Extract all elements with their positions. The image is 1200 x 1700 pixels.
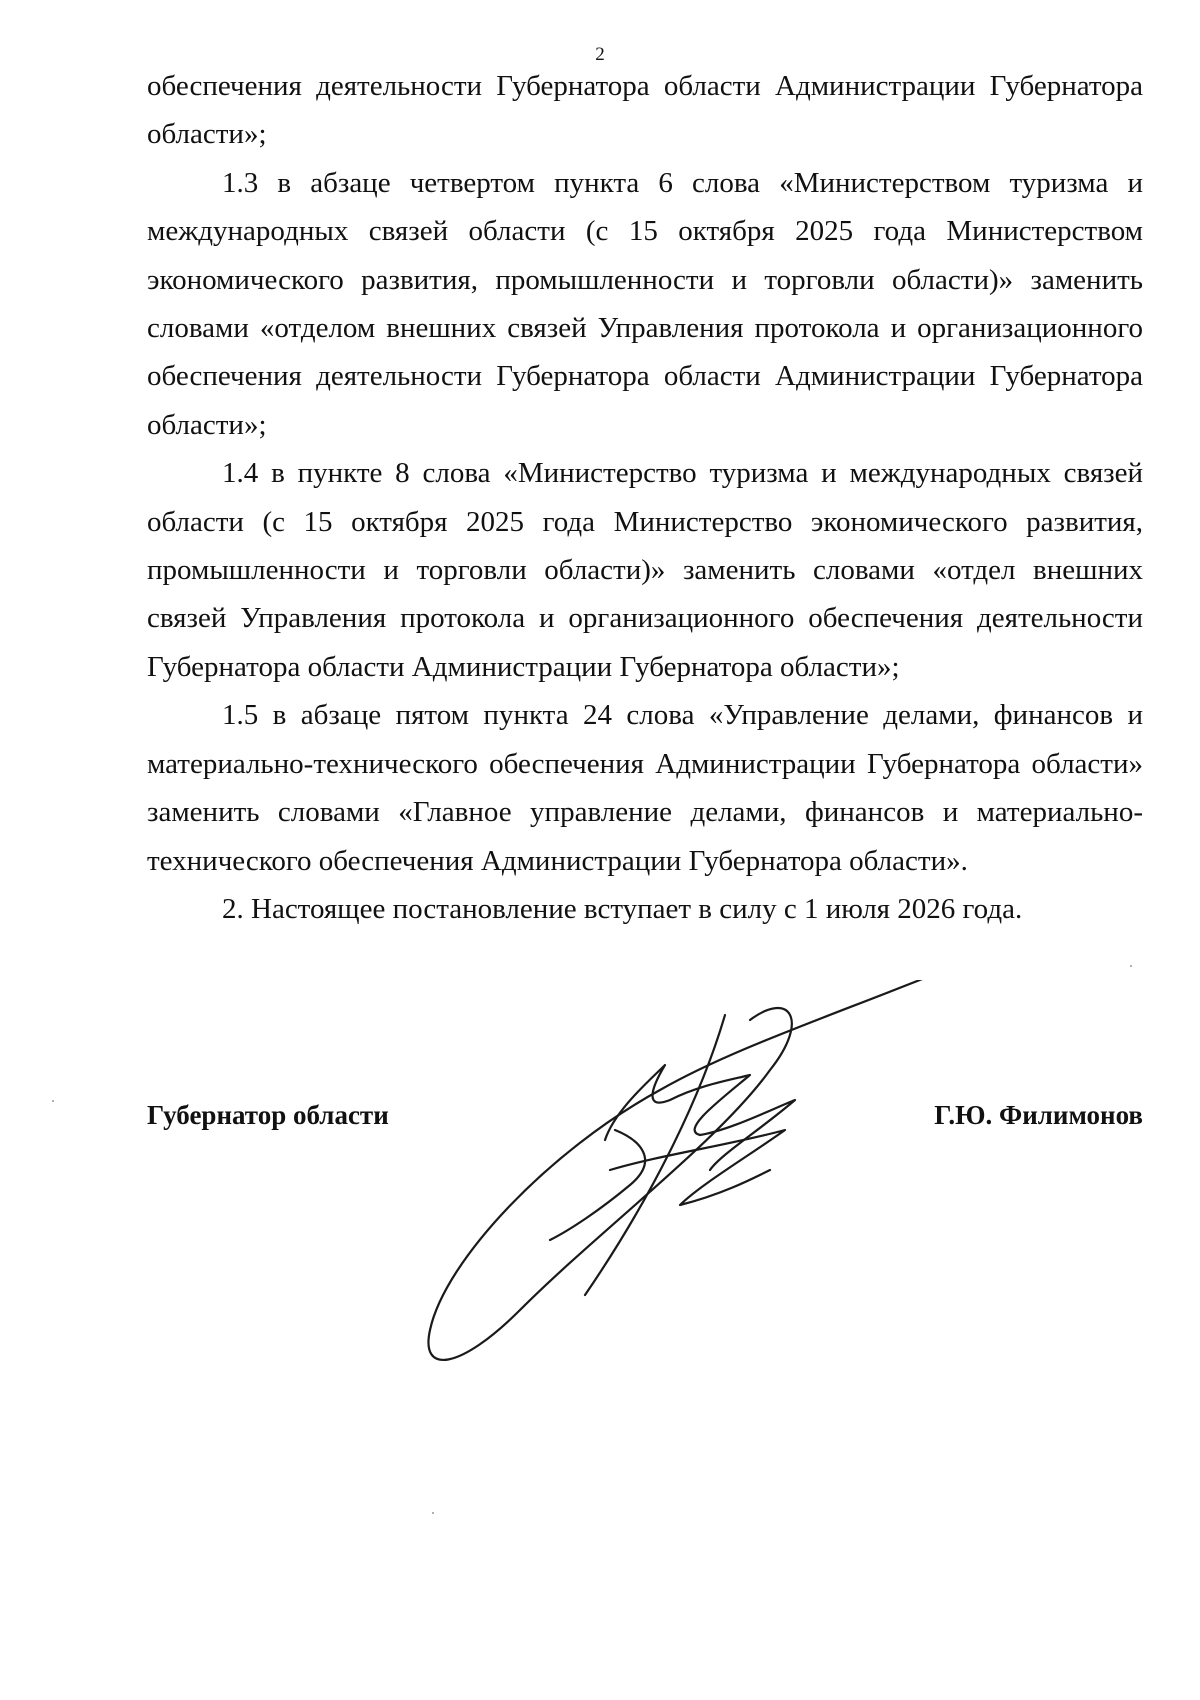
signer-title: Губернатор области [147,1100,389,1130]
scan-speck [432,1512,434,1514]
paragraph-1-4: 1.4 в пункте 8 слова «Министерство туризма и международных связей области (с 15 октября 2025 года Министерство экономического развития, промышленности и торговли области)» заменить словами «отдел внешних связей Управления протокола и организационного обеспечения деятельности Губернатора области Администрации Губернатора области»; [147,457,1143,683]
scan-speck [52,1100,54,1102]
page-number: 2 [595,44,605,65]
signature-zigzag-stroke [605,1065,795,1170]
paragraph-1-3: 1.3 в абзаце четвертом пункта 6 слова «Министерством туризма и международных связей области (с 15 октября 2025 года Министерством экономического развития, промышленности и торговли области)» заменить словами «отделом внешних связей Управления протокола и организационного обеспечения деятельности Губернатора области Администрации Губернатора области»; [147,166,1143,441]
signature-loop-stroke [428,980,945,1360]
document-body [147,62,1143,933]
scan-speck [1130,965,1132,967]
paragraph-continuation: обеспечения деятельности Губернатора области Администрации Губернатора области»; [147,70,1143,151]
handwritten-signature [400,980,980,1380]
paragraph-1-5: 1.5 в абзаце пятом пункта 24 слова «Управление делами, финансов и материально-технического обеспечения Администрации Губернатора области» заменить словами «Главное управление делами, финансов и материально-технического обеспечения Администрации Губернатора области». [147,699,1143,877]
signature-diagonal-stroke [585,1015,725,1295]
paragraph-2: 2. Настоящее постановление вступает в силу с 1 июля 2026 года. [222,892,1023,925]
signer-name: Г.Ю. Филимонов [934,1100,1143,1130]
